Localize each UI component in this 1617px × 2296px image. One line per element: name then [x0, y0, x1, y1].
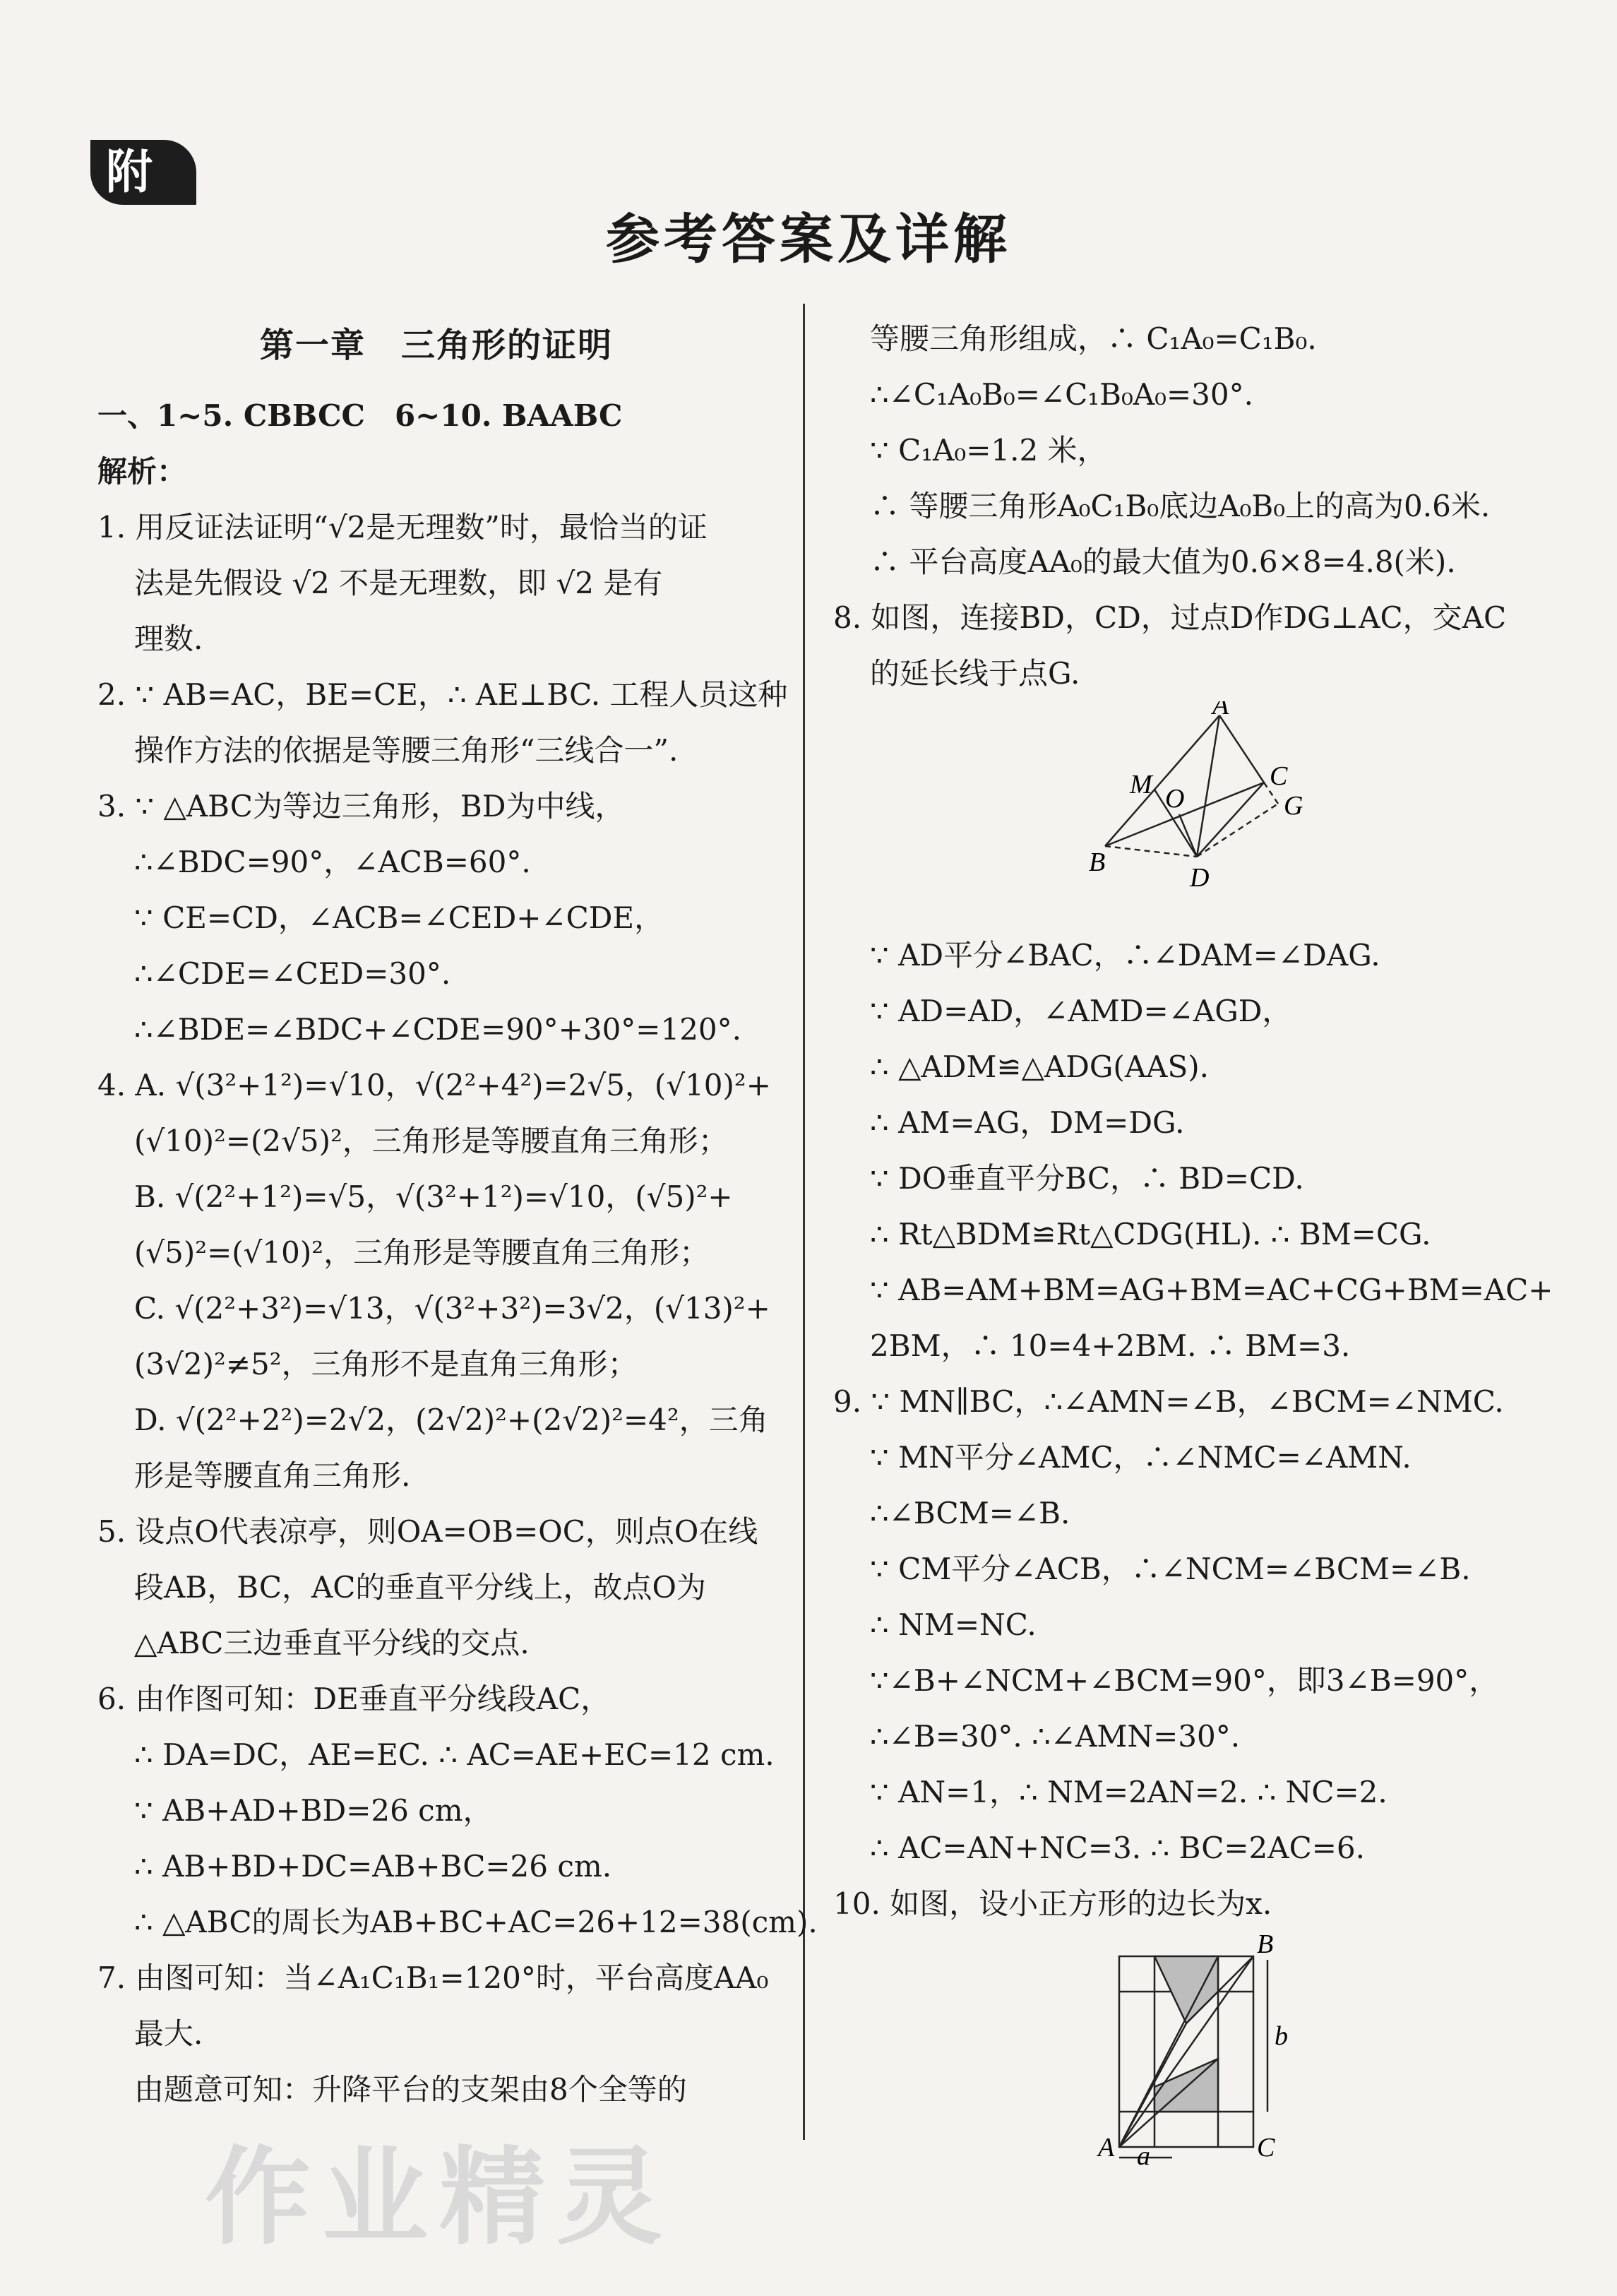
text-line: ∵ CE=CD，∠ACB=∠CED+∠CDE，	[134, 900, 664, 935]
text-line: ∵ AB+AD+BD=26 cm，	[134, 1793, 493, 1828]
right-lines-a	[833, 311, 1525, 701]
text-line: ∴ NM=NC.	[870, 1607, 1037, 1642]
text-line: 由题意可知：升降平台的支架由8个全等的	[134, 2072, 687, 2107]
text-line: ∴∠BDE=∠BDC+∠CDE=90°+30°=120°.	[134, 1012, 741, 1047]
text-line: (3√2)²≠5²，三角形不是直角三角形；	[134, 1347, 638, 1381]
fig10-label-a: a	[1137, 2141, 1150, 2165]
text-line: ∵∠B+∠NCM+∠BCM=90°，即3∠B=90°，	[870, 1663, 1499, 1698]
text-line: 3. ∵ △ABC为等边三角形，BD为中线，	[97, 789, 625, 823]
left-lines	[97, 388, 818, 2117]
text-line: (√5)²=(√10)²，三角形是等腰直角三角形；	[134, 1235, 710, 1270]
text-line: 一、1~5. CBBCC 6~10. BAABC	[97, 398, 623, 433]
fig10-label-B: B	[1257, 1932, 1274, 1959]
right-column	[833, 311, 1553, 2165]
page-title: 参考答案及详解	[606, 208, 1011, 270]
text-line: ∴∠C₁A₀B₀=∠C₁B₀A₀=30°.	[870, 377, 1253, 412]
text-line: ∵ MN平分∠AMC，∴∠NMC=∠AMN.	[870, 1440, 1412, 1475]
text-line: ∴∠BCM=∠B.	[870, 1496, 1070, 1530]
text-line: ∴ AC=AN+NC=3. ∴ BC=2AC=6.	[870, 1831, 1365, 1865]
figure-q10	[833, 1932, 1525, 2165]
text-line: 理数.	[134, 621, 203, 656]
text-line: ∵ AD=AD，∠AMD=∠AGD，	[870, 994, 1292, 1028]
text-line: △ABC三边垂直平分线的交点.	[134, 1626, 530, 1660]
text-line: ∵ C₁A₀=1.2 米，	[870, 433, 1107, 468]
watermark: 作业精灵	[205, 2136, 674, 2259]
text-line: 法是先假设 √2 不是无理数，即 √2 是有	[134, 566, 663, 600]
text-line: ∴ △ADM≌△ADG(AAS).	[870, 1049, 1209, 1084]
fig8-label-D: D	[1190, 863, 1210, 893]
text-line: 5. 设点O代表凉亭，则OA=OB=OC，则点O在线	[97, 1514, 758, 1549]
text-line: 最大.	[134, 2016, 203, 2051]
chapter-title: 第一章 三角形的证明	[259, 326, 613, 365]
text-line: 1. 用反证法证明“√2是无理数”时，最恰当的证	[97, 510, 708, 545]
fig8-label-C: C	[1270, 761, 1288, 791]
fig8-label-B: B	[1089, 847, 1106, 877]
text-line: 4. A. √(3²+1²)=√10，√(2²+4²)=2√5，(√10)²+	[97, 1068, 771, 1102]
fig8-label-M: M	[1130, 770, 1152, 799]
text-line: ∴∠BDC=90°，∠ACB=60°.	[134, 845, 531, 879]
right-lines-b	[833, 927, 1553, 1932]
text-line: 解析：	[97, 454, 187, 489]
text-line: B. √(2²+1²)=√5，√(3²+1²)=√10，(√5)²+	[134, 1179, 733, 1214]
text-line: D. √(2²+2²)=2√2，(2√2)²+(2√2)²=4²，三角	[134, 1403, 768, 1437]
text-line: ∵ DO垂直平分BC，∴ BD=CD.	[870, 1161, 1304, 1196]
text-line: ∴∠B=30°. ∴∠AMN=30°.	[870, 1719, 1241, 1754]
text-line: (√10)²=(2√5)²，三角形是等腰直角三角形；	[134, 1124, 728, 1158]
text-line: 操作方法的依据是等腰三角形“三线合一”.	[134, 733, 679, 768]
text-line: C. √(2²+3²)=√13，√(3²+3²)=3√2，(√13)²+	[134, 1291, 770, 1326]
fig8-label-A: A	[1212, 701, 1229, 720]
text-line: 8. 如图，连接BD，CD，过点D作DG⊥AC，交AC	[833, 600, 1507, 635]
text-line: 6. 由作图可知：DE垂直平分线段AC，	[97, 1682, 611, 1716]
text-line: ∴ AM=AG，DM=DG.	[870, 1105, 1185, 1140]
text-line: ∴ △ABC的周长为AB+BC+AC=26+12=38(cm).	[134, 1905, 818, 1939]
text-line: 等腰三角形组成，∴ C₁A₀=C₁B₀.	[870, 321, 1317, 356]
text-line: 段AB，BC，AC的垂直平分线上，故点O为	[134, 1570, 706, 1605]
column-divider	[803, 304, 805, 2140]
text-line: ∵ AD平分∠BAC，∴∠DAM=∠DAG.	[870, 938, 1380, 972]
text-line: ∵ AB=AM+BM=AG+BM=AC+CG+BM=AC+	[870, 1273, 1553, 1307]
appendix-tag: 附	[90, 140, 196, 205]
text-line: 2. ∵ AB=AC，BE=CE，∴ AE⊥BC. 工程人员这种	[97, 677, 788, 712]
figure-q8	[833, 701, 1525, 927]
text-line: ∵ CM平分∠ACB，∴∠NCM=∠BCM=∠B.	[870, 1552, 1471, 1586]
text-line: 的延长线于点G.	[870, 656, 1080, 691]
text-line: ∴ Rt△BDM≌Rt△CDG(HL). ∴ BM=CG.	[870, 1217, 1431, 1251]
text-line: 10. 如图，设小正方形的边长为x.	[833, 1886, 1272, 1921]
left-column	[97, 311, 818, 2117]
text-line: 7. 由图可知：当∠A₁C₁B₁=120°时，平台高度AA₀	[97, 1961, 769, 1995]
fig8-label-G: G	[1284, 791, 1303, 821]
text-line: ∴ 等腰三角形A₀C₁B₀底边A₀B₀上的高为0.6米.	[870, 489, 1491, 523]
text-line: 9. ∵ MN∥BC，∴∠AMN=∠B，∠BCM=∠NMC.	[833, 1384, 1504, 1419]
fig10-label-C: C	[1257, 2133, 1275, 2163]
text-line: 2BM，∴ 10=4+2BM. ∴ BM=3.	[870, 1328, 1351, 1363]
fig8-label-O: O	[1165, 784, 1185, 814]
fig10-label-b: b	[1275, 2021, 1288, 2051]
text-line: ∴∠CDE=∠CED=30°.	[134, 956, 451, 991]
text-line: ∴ 平台高度AA₀的最大值为0.6×8=4.8(米).	[870, 545, 1456, 579]
text-line: ∵ AN=1，∴ NM=2AN=2. ∴ NC=2.	[870, 1775, 1388, 1809]
text-line: ∴ AB+BD+DC=AB+BC=26 cm.	[134, 1849, 612, 1884]
fig10-label-A: A	[1098, 2133, 1115, 2163]
text-line: ∴ DA=DC，AE=EC. ∴ AC=AE+EC=12 cm.	[134, 1737, 775, 1772]
text-line: 形是等腰直角三角形.	[134, 1458, 411, 1493]
